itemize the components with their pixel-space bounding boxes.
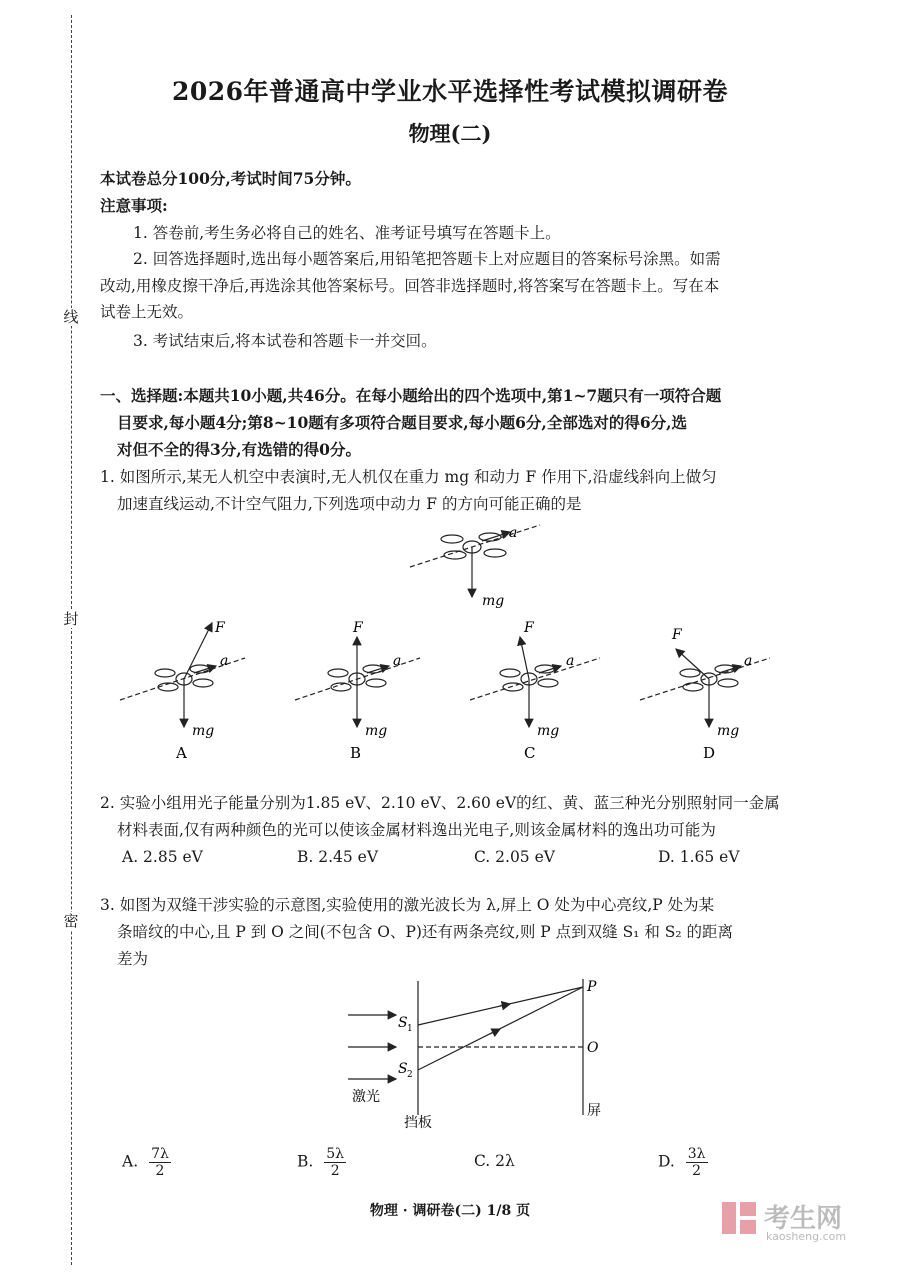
label-a: a xyxy=(744,653,753,669)
exam-subtitle: 物理(二) xyxy=(408,121,492,146)
option-b xyxy=(297,1146,346,1179)
label-mg: mg xyxy=(717,723,740,739)
label-F: F xyxy=(215,620,225,636)
option-text: B. 2.45 eV xyxy=(297,848,379,866)
label-S2-sub: 2 xyxy=(407,1070,413,1080)
option-letter: B. xyxy=(297,1152,314,1171)
note-line: 试卷上无效。 xyxy=(100,303,194,321)
double-slit-figure xyxy=(0,975,900,1135)
label-F: F xyxy=(353,620,363,636)
watermark-url: kaosheng.com xyxy=(766,1230,847,1243)
section-heading: 对但不全的得3分,有选错的得0分。 xyxy=(117,440,361,459)
option-text: D. 1.65 eV xyxy=(658,848,740,866)
drone-main xyxy=(410,525,540,597)
option-letter: D. xyxy=(658,1152,675,1171)
option-text: C. 2.05 eV xyxy=(474,848,555,866)
label-S1-sub: 1 xyxy=(407,1024,413,1034)
option-letter: A. xyxy=(122,1152,139,1171)
fraction xyxy=(149,1146,171,1179)
page-footer: 物理 · 调研卷(二) 1/8 页 xyxy=(369,1203,531,1219)
label-F: F xyxy=(524,620,534,636)
question-text: 1. 如图所示,某无人机空中表演时,无人机仅在重力 mg 和动力 F 作用下,沿虚线斜向上做匀 xyxy=(100,468,717,486)
fraction xyxy=(686,1146,708,1179)
denominator: 2 xyxy=(155,1163,165,1179)
option-a xyxy=(122,1146,171,1179)
option-label-c: C xyxy=(524,744,536,762)
question-text: 材料表面,仅有两种颜色的光可以使该金属材料逸出光电子,则该金属材料的逸出功可能为 xyxy=(117,821,716,839)
binding-label-seal: 封 xyxy=(63,610,79,628)
label-a: a xyxy=(220,653,229,669)
option-value: 2λ xyxy=(495,1152,515,1170)
drone-option-a xyxy=(120,623,245,727)
option-letter: C. xyxy=(474,1152,491,1170)
question-text: 2. 实验小组用光子能量分别为1.85 eV、2.10 eV、2.60 eV的红、黄、蓝三种光分别照射同一金属 xyxy=(100,794,780,812)
drone-figures xyxy=(0,515,900,770)
section-heading: 目要求,每小题4分;第8~10题有多项符合题目要求,每小题6分,全部选对的得6分,选 xyxy=(117,413,688,432)
question-text: 加速直线运动,不计空气阻力,下列选项中动力 F 的方向可能正确的是 xyxy=(117,495,582,513)
note-line: 1. 答卷前,考生务必将自己的姓名、准考证号填写在答题卡上。 xyxy=(133,224,561,242)
label-a: a xyxy=(566,653,575,669)
option-label-d: D xyxy=(703,744,716,762)
denominator: 2 xyxy=(330,1163,340,1179)
label-baffle: 挡板 xyxy=(404,1115,432,1131)
note-line: 2. 回答选择题时,选出每小题答案后,用铅笔把答题卡上对应题目的答案标号涂黑。如需 xyxy=(133,250,721,268)
label-mg: mg xyxy=(537,723,560,739)
label-mg: mg xyxy=(192,723,215,739)
option-text: A. 2.85 eV xyxy=(122,848,203,866)
drone-option-b xyxy=(295,637,420,727)
question-text: 差为 xyxy=(117,950,149,968)
binding-label-secret: 密 xyxy=(63,912,79,930)
fraction xyxy=(324,1146,346,1179)
label-laser: 激光 xyxy=(352,1089,380,1105)
section-heading: 一、选择题:本题共10小题,共46分。在每小题给出的四个选项中,第1~7题只有一项符合题 xyxy=(100,386,722,405)
total-score-text: 本试卷总分100分,考试时间75分钟。 xyxy=(100,169,361,188)
note-line: 改动,用橡皮擦干净后,再选涂其他答案标号。回答非选择题时,将答案写在答题卡上。写在本 xyxy=(100,277,720,295)
notes-title: 注意事项: xyxy=(100,196,168,215)
label-P: P xyxy=(587,979,597,995)
question-text: 3. 如图为双缝干涉实验的示意图,实验使用的激光波长为 λ,屏上 O 处为中心亮纹,P 处为某 xyxy=(100,896,715,914)
numerator: 3λ xyxy=(687,1146,706,1162)
numerator: 7λ xyxy=(151,1146,169,1162)
label-mg: mg xyxy=(482,593,505,609)
label-mg: mg xyxy=(365,723,388,739)
drone-option-c xyxy=(470,637,600,727)
note-line: 3. 考试结束后,将本试卷和答题卡一并交回。 xyxy=(133,332,437,350)
numerator: 5λ xyxy=(326,1146,345,1162)
question-text: 条暗纹的中心,且 P 到 O 之间(不包含 O、P)还有两条亮纹,则 P 点到双缝 S₁ 和 S₂ 的距离 xyxy=(117,923,734,941)
watermark-brand: 考生网 xyxy=(764,1204,843,1234)
label-S2: S xyxy=(398,1061,408,1077)
option-c xyxy=(474,1152,515,1170)
label-a: a xyxy=(393,653,402,669)
label-S1: S xyxy=(398,1015,408,1031)
label-F: F xyxy=(672,627,682,643)
exam-title: 2026年普通高中学业水平选择性考试模拟调研卷 xyxy=(171,77,729,106)
label-a: a xyxy=(509,525,518,541)
label-screen: 屏 xyxy=(587,1103,601,1119)
option-d xyxy=(658,1146,708,1179)
binding-label-line: 线 xyxy=(63,308,79,326)
option-label-b: B xyxy=(350,744,362,762)
denominator: 2 xyxy=(692,1163,702,1179)
label-O: O xyxy=(587,1040,599,1056)
option-label-a: A xyxy=(176,744,187,762)
logo-icon xyxy=(720,1200,760,1236)
